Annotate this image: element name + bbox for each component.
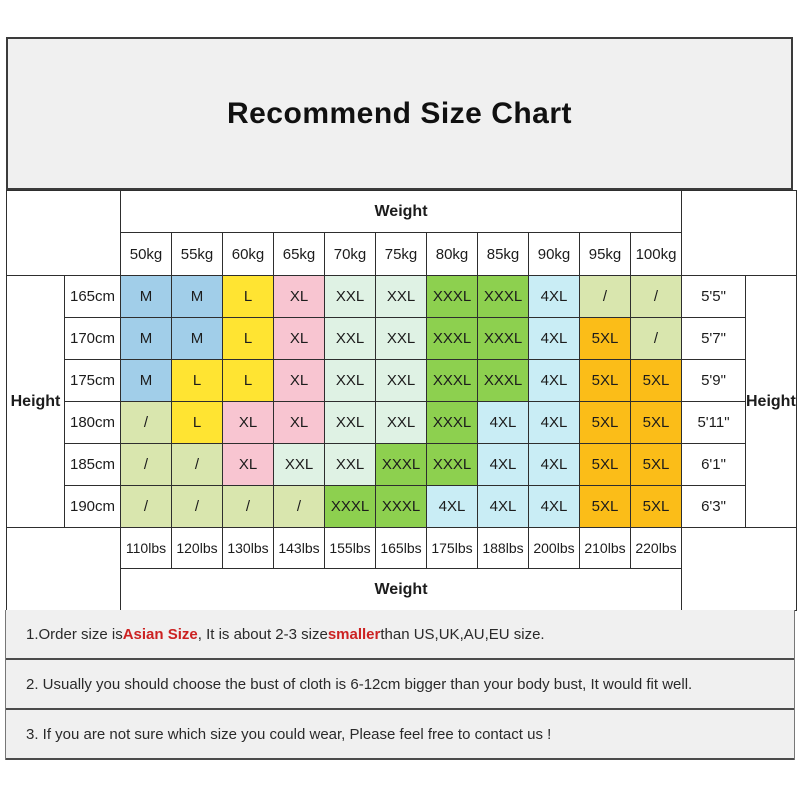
kg-column-header: 60kg	[223, 233, 274, 276]
size-cell: XXXL	[478, 276, 529, 318]
size-cell: XL	[274, 276, 325, 318]
size-cell: XXXL	[376, 486, 427, 528]
table-row	[7, 276, 797, 318]
size-cell: 5XL	[580, 444, 631, 486]
kg-column-header: 55kg	[172, 233, 223, 276]
size-cell: M	[172, 318, 223, 360]
size-cell: XXL	[376, 276, 427, 318]
size-cell: XXXL	[325, 486, 376, 528]
size-cell: 5XL	[580, 318, 631, 360]
size-cell: /	[631, 318, 682, 360]
size-cell: XXXL	[427, 318, 478, 360]
size-cell: M	[172, 276, 223, 318]
size-cell: XL	[274, 360, 325, 402]
note-text: , It is about 2-3 size	[197, 625, 328, 643]
size-cell: /	[631, 276, 682, 318]
size-cell: /	[580, 276, 631, 318]
size-cell: 4XL	[529, 486, 580, 528]
size-cell: XXL	[325, 318, 376, 360]
weight-header: Weight	[121, 191, 682, 233]
height-ft-label: 6'1"	[682, 444, 746, 486]
note-text: 1.Order size is	[26, 625, 123, 643]
size-cell: XXL	[325, 360, 376, 402]
size-cell: /	[172, 486, 223, 528]
size-cell: 5XL	[580, 486, 631, 528]
lbs-column-header: 175lbs	[427, 528, 478, 569]
table-row	[7, 486, 797, 528]
height-label-right: Height	[746, 276, 797, 528]
kg-column-header: 50kg	[121, 233, 172, 276]
size-cell: M	[121, 318, 172, 360]
note-text: 2. Usually you should choose the bust of cloth is 6-12cm bigger than your body bust, It would fit well.	[26, 675, 693, 693]
kg-column-header: 85kg	[478, 233, 529, 276]
corner-cell-top-left	[7, 191, 121, 276]
lbs-column-header: 165lbs	[376, 528, 427, 569]
size-cell: XXXL	[376, 444, 427, 486]
kg-column-header: 70kg	[325, 233, 376, 276]
height-ft-label: 6'3"	[682, 486, 746, 528]
size-cell: XL	[223, 444, 274, 486]
lbs-column-header: 143lbs	[274, 528, 325, 569]
size-cell: XXL	[376, 360, 427, 402]
lbs-column-header: 188lbs	[478, 528, 529, 569]
size-cell: L	[172, 402, 223, 444]
lbs-column-header: 110lbs	[121, 528, 172, 569]
note-highlight-text: smaller	[327, 625, 381, 643]
table-row	[7, 569, 797, 611]
kg-column-header: 100kg	[631, 233, 682, 276]
table-row	[7, 528, 797, 569]
height-ft-label: 5'5"	[682, 276, 746, 318]
page-title: Recommend Size Chart	[226, 96, 573, 130]
kg-column-header: 75kg	[376, 233, 427, 276]
size-cell: XXXL	[427, 360, 478, 402]
note-text: than US,UK,AU,EU size.	[380, 625, 545, 643]
size-cell: XL	[223, 402, 274, 444]
size-cell: XL	[274, 318, 325, 360]
size-cell: 5XL	[631, 360, 682, 402]
note-row-2	[6, 660, 794, 710]
size-cell: /	[274, 486, 325, 528]
size-cell: 4XL	[529, 318, 580, 360]
corner-cell-top-right	[682, 191, 797, 276]
height-cm-label: 175cm	[65, 360, 121, 402]
lbs-column-header: 130lbs	[223, 528, 274, 569]
size-table	[6, 190, 797, 611]
size-cell: XXL	[274, 444, 325, 486]
size-cell: XXL	[325, 444, 376, 486]
height-cm-label: 165cm	[65, 276, 121, 318]
height-cm-label: 170cm	[65, 318, 121, 360]
lbs-column-header: 200lbs	[529, 528, 580, 569]
weight-footer: Weight	[121, 569, 682, 611]
size-cell: /	[172, 444, 223, 486]
size-cell: 4XL	[478, 486, 529, 528]
size-cell: XXL	[376, 402, 427, 444]
table-row	[7, 402, 797, 444]
size-cell: XXL	[325, 276, 376, 318]
lbs-column-header: 220lbs	[631, 528, 682, 569]
note-highlight-text: Asian Size	[122, 625, 198, 643]
lbs-column-header: 120lbs	[172, 528, 223, 569]
note-text: 3. If you are not sure which size you could wear, Please feel free to contact us !	[26, 725, 552, 743]
lbs-column-header: 155lbs	[325, 528, 376, 569]
size-cell: 4XL	[529, 444, 580, 486]
size-cell: /	[121, 444, 172, 486]
title-box	[6, 37, 793, 190]
size-cell: 5XL	[631, 402, 682, 444]
height-ft-label: 5'9"	[682, 360, 746, 402]
size-cell: XL	[274, 402, 325, 444]
kg-column-header: 95kg	[580, 233, 631, 276]
height-cm-label: 190cm	[65, 486, 121, 528]
note-row-1	[6, 610, 794, 660]
notes-section	[5, 610, 795, 760]
height-cm-label: 185cm	[65, 444, 121, 486]
size-cell: 4XL	[427, 486, 478, 528]
size-cell: XXXL	[478, 360, 529, 402]
size-cell: 5XL	[631, 486, 682, 528]
kg-column-header: 80kg	[427, 233, 478, 276]
table-row	[7, 233, 797, 276]
size-cell: /	[223, 486, 274, 528]
height-ft-label: 5'11"	[682, 402, 746, 444]
size-cell: L	[223, 360, 274, 402]
size-cell: L	[172, 360, 223, 402]
size-cell: 5XL	[631, 444, 682, 486]
size-cell: XXL	[376, 318, 427, 360]
table-row	[7, 318, 797, 360]
size-cell: /	[121, 402, 172, 444]
size-table-body	[7, 191, 797, 611]
size-cell: /	[121, 486, 172, 528]
size-cell: XXXL	[427, 276, 478, 318]
table-row	[7, 444, 797, 486]
size-cell: M	[121, 360, 172, 402]
size-cell: 4XL	[529, 276, 580, 318]
height-ft-label: 5'7"	[682, 318, 746, 360]
size-cell: M	[121, 276, 172, 318]
size-cell: 5XL	[580, 360, 631, 402]
size-cell: XXXL	[427, 444, 478, 486]
corner-cell-bottom-left	[7, 528, 121, 611]
kg-column-header: 90kg	[529, 233, 580, 276]
table-row	[7, 360, 797, 402]
lbs-column-header: 210lbs	[580, 528, 631, 569]
corner-cell-bottom-right	[682, 528, 797, 611]
size-cell: 4XL	[478, 444, 529, 486]
size-cell: 5XL	[580, 402, 631, 444]
height-cm-label: 180cm	[65, 402, 121, 444]
size-cell: 4XL	[529, 402, 580, 444]
kg-column-header: 65kg	[274, 233, 325, 276]
size-cell: L	[223, 318, 274, 360]
size-cell: XXXL	[478, 318, 529, 360]
table-row	[7, 191, 797, 233]
size-cell: L	[223, 276, 274, 318]
size-cell: XXL	[325, 402, 376, 444]
height-label-left: Height	[7, 276, 65, 528]
size-cell: XXXL	[427, 402, 478, 444]
size-cell: 4XL	[529, 360, 580, 402]
note-row-3	[6, 710, 794, 760]
size-cell: 4XL	[478, 402, 529, 444]
